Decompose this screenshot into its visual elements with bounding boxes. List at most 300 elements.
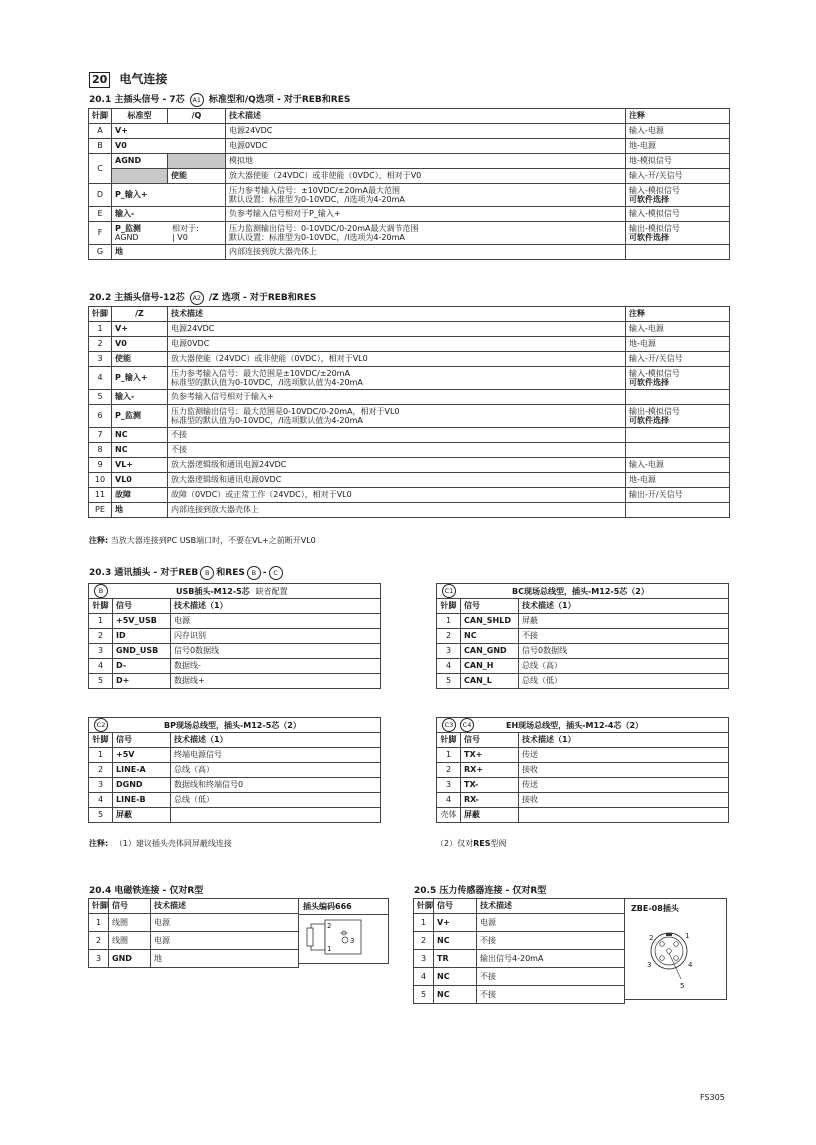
desc-cell: 负参考输入信号相对于输入+ [168,390,626,405]
diagram-label: 2 [327,922,332,930]
section-heading [89,68,167,88]
table-row [89,748,381,763]
pin-cell: 5 [89,808,113,823]
desc-cell: 内部连接到放大器壳体上 [168,503,626,518]
col-header: 信号 [434,899,477,914]
pin-cell: 4 [414,968,434,986]
table-header-row [89,899,299,914]
pin-cell: 2 [414,932,434,950]
note-cell [626,245,730,260]
note-cell: 输出-开/关信号 [626,488,730,503]
cell-line: 压力参考输入信号：最大范围是±10VDC/±20mA [171,368,350,378]
pin-cell: 4 [437,793,461,808]
desc-cell: 不接 [477,986,625,1004]
signal-cell: TX- [461,778,519,793]
signal-cell: VL0 [112,473,168,488]
signal-cell: 输入- [112,207,226,222]
note-cell: 输入-电源 [626,458,730,473]
signal-cell: 输入- [112,390,168,405]
signal-line: AGND [115,233,139,242]
signal-cell: 屏蔽 [113,808,171,823]
table-row [414,950,625,968]
col-header: 信号 [113,733,171,748]
connector-666-box [298,898,389,964]
badge-b: B [247,566,261,580]
table-usb [88,583,381,689]
table-row [89,932,299,950]
col-header: /Q [168,109,226,124]
solenoid-connector-diagram [299,916,388,962]
signal-cell: LINE-B [113,793,171,808]
note-cell: 地-模拟信号 [626,154,730,169]
table-20-2 [88,306,730,518]
heading-text: 20.5 压力传感器连接 - 仅对R型 [414,886,547,896]
note-cell: 地-电源 [626,473,730,488]
table-row [414,968,625,986]
cell-line: 可软件选择 [629,378,669,387]
cell-line: 标准型的默认值为0-10VDC，/I选项默认值为4-20mA [171,416,363,425]
badge-c2: C2 [94,718,108,732]
table-row [89,503,730,518]
desc-cell: 传送 [519,778,729,793]
table-row [437,748,729,763]
heading-text: 20.3 通讯插头 - 对于REB [89,568,199,578]
note-line: 可软件选择 [629,233,669,242]
pin-cell: G [89,245,112,260]
table-eh [436,717,729,823]
signal-cell: DGND [113,778,171,793]
col-header: 标准型 [112,109,168,124]
desc-cell: 地 [151,950,299,968]
desc-cell: 总线（高） [519,659,729,674]
table-title-row [89,584,381,599]
table-row [89,428,730,443]
table-row [89,207,730,222]
pin-cell: 1 [437,614,461,629]
desc-cell: 数据线+ [171,674,381,689]
table-row [89,367,730,390]
col-header: 针脚 [89,109,112,124]
pin-cell: 5 [437,674,461,689]
signal-cell: P_输入+ [112,367,168,390]
connector-inner [655,937,683,965]
cell-line: 标准型的默认值为0-10VDC，/I选项默认值为4-20mA [171,378,363,387]
footnote-20-2 [89,535,316,546]
table-header-row [89,109,730,124]
pin-cell: 5 [89,674,113,689]
table-title: BP现场总线型，插头-M12-5芯（2） [164,720,301,730]
note-label: 注释: [89,839,109,848]
pin-cell: 1 [89,914,109,932]
signal-cell: 线圈 [109,932,151,950]
note-cell: 地-电源 [626,139,730,154]
desc-cell [519,808,729,823]
desc-cell: 终端电源信号 [171,748,381,763]
table-header-row [437,599,729,614]
signal-cell: +5V_USB [113,614,171,629]
pin-cell: C [89,154,112,184]
cell-line: 压力监测输出信号：最大范围是0-10VDC/0-20mA，相对于VL0 [171,406,400,416]
desc-cell: 电源 [151,932,299,950]
note-1 [89,838,232,849]
heading-dash: - [262,568,267,578]
table-row [89,629,381,644]
signal-cell: LINE-A [113,763,171,778]
pin-cell: 1 [414,914,434,932]
desc-cell: 不接 [168,443,626,458]
signal-cell: CAN_L [461,674,519,689]
pin-cell: 3 [89,950,109,968]
pin-cell: D [89,184,112,207]
signal-cell: 故障 [112,488,168,503]
diagram-label: 2 [649,934,654,942]
table-row [437,614,729,629]
zbe-08-box [624,898,727,1000]
note-line: 可软件选择 [629,195,669,204]
note-cell [626,503,730,518]
desc-line: 压力监测输出信号：0-10VDC/0-20mA最大调节范围 [229,223,419,233]
table-row [414,932,625,950]
col-header: 针脚 [89,307,112,322]
signal-cell: RX- [461,793,519,808]
desc-cell: 传送 [519,748,729,763]
col-header: 信号 [109,899,151,914]
heading-text: 20.4 电磁铁连接 - 仅对R型 [89,886,204,896]
pin-cell: 1 [89,322,112,337]
signal-cell: +5V [113,748,171,763]
diagram-label: 1 [327,945,332,953]
table-row [414,986,625,1004]
col-header: 注释 [626,109,730,124]
desc-cell: 电源 [171,614,381,629]
signal-cell: NC [434,986,477,1004]
badge-b: B [200,566,214,580]
note-cell [626,367,730,390]
pin-cell: 1 [89,614,113,629]
pin-cell: 11 [89,488,112,503]
signal-cell: 使能 [112,352,168,367]
signal-cell: V+ [112,124,226,139]
note-line: 输出-模拟信号 [629,223,680,233]
heading-tail: 标准型和/Q选项 - 对于REB和RES [208,95,351,105]
diagram-label: 5 [680,982,685,990]
table-bc [436,583,729,689]
pin-cell: 4 [437,659,461,674]
note-cell: 输入-开/关信号 [626,352,730,367]
col-header: 技术描述（1） [171,733,381,748]
pin-cell: 2 [437,763,461,778]
pin-cell: 3 [414,950,434,968]
desc-cell [168,367,626,390]
pin-cell: 3 [437,644,461,659]
col-header: 注释 [626,307,730,322]
signal-cell: 地 [112,503,168,518]
pin-cell: 3 [437,778,461,793]
diagram-label: 1 [685,932,690,940]
heading-20-3 [89,565,285,580]
table-row [89,778,381,793]
note-2 [436,838,506,849]
heading-tail: /Z 选项 - 对于REB和RES [208,293,317,303]
cell-line: 可软件选择 [629,416,669,425]
table-row [89,763,381,778]
signal-cell: 使能 [168,169,226,184]
connector-nub [307,928,313,946]
badge-c4: C4 [460,718,474,732]
col-header: 技术描述 [226,109,626,124]
desc-cell: 放大器逻辑级和通讯电源0VDC [168,473,626,488]
table-header-row [437,733,729,748]
heading-mid: 和RES [216,568,245,578]
table-title-cell [89,584,381,599]
col-header: 信号 [113,599,171,614]
connector-title: 插头编码666 [299,899,388,915]
desc-cell: 总线（低） [519,674,729,689]
desc-line: 默认设置：标准型为0-10VDC，/I选项为4-20mA [229,233,405,242]
table-title-cell [89,718,381,733]
signal-line: P_监测 [115,223,141,233]
note-cell [626,222,730,245]
table-row [414,914,625,932]
gray-cell [168,154,226,169]
pin-cell: 4 [89,659,113,674]
table-row [437,778,729,793]
col-header: 技术描述（1） [171,599,381,614]
table-row [89,950,299,968]
note-cell: 输入-电源 [626,124,730,139]
pin-cell: 2 [89,629,113,644]
signal-cell: CAN_GND [461,644,519,659]
desc-cell: 闪存识别 [171,629,381,644]
col-header: 技术描述（1） [519,733,729,748]
desc-cell: 故障（0VDC）或正常工作（24VDC），相对于VL0 [168,488,626,503]
connector-title: ZBE-08插头 [631,904,679,913]
pin-cell: 2 [89,337,112,352]
signal-cell: 线圈 [109,914,151,932]
desc-cell: 放大器使能（24VDC）或非使能（0VDC），相对于VL0 [168,352,626,367]
pin-cell: E [89,207,112,222]
note-cell: 输入-模拟信号 [626,207,730,222]
desc-cell: 电源24VDC [226,124,626,139]
table-row [89,808,381,823]
col-header: 针脚 [437,733,461,748]
col-header: 针脚 [437,599,461,614]
desc-cell: 模拟地 [226,154,626,169]
table-20-5 [413,898,625,1004]
table-row [89,124,730,139]
table-title: USB插头-M12-5芯 [176,586,250,596]
desc-cell: 不接 [519,629,729,644]
col-header: 技术描述 [151,899,299,914]
signal-cell: V+ [112,322,168,337]
badge-b: B [94,584,108,598]
col-header: 技术描述（1） [519,599,729,614]
table-row [89,245,730,260]
table-bp [88,717,381,823]
table-row [89,793,381,808]
pin-cell: 10 [89,473,112,488]
note-cell [626,405,730,428]
table-row [437,629,729,644]
desc-line: 压力参考输入信号：±10VDC/±20mA最大范围 [229,185,400,195]
pin-cell: 5 [414,986,434,1004]
desc-cell: 不接 [168,428,626,443]
table-row [89,644,381,659]
pin-cell: 7 [89,428,112,443]
note-cell [626,443,730,458]
table-row [89,184,730,207]
pin-cell: 3 [89,778,113,793]
signal-cell: AGND [112,154,168,169]
pin-cell: 5 [89,390,112,405]
pin-cell: 4 [89,367,112,390]
note-cell [626,428,730,443]
table-row [89,139,730,154]
table-header-row [89,307,730,322]
desc-cell: 输出信号4-20mA [477,950,625,968]
signal-cell: V0 [112,139,226,154]
desc-cell: 电源 [151,914,299,932]
desc-cell: 数据线和终端信号0 [171,778,381,793]
desc-cell: 数据线- [171,659,381,674]
badge-a1: A1 [190,93,204,107]
pin-cell: 1 [437,748,461,763]
desc-cell: 屏蔽 [519,614,729,629]
heading-text: 20.2 主插头信号-12芯 [89,293,185,303]
pin-3 [660,956,665,961]
signal-cell: D+ [113,674,171,689]
signal-cell: V0 [112,337,168,352]
note-cell [626,390,730,405]
col-header: 针脚 [89,899,109,914]
note-cell: 输入-电源 [626,322,730,337]
table-title-cell [437,718,729,733]
pin-cell: 4 [89,793,113,808]
table-title-row [437,584,729,599]
desc-cell: 负参考输入信号相对于P_输入+ [226,207,626,222]
pressure-connector-diagram [625,919,726,999]
pin-4 [674,956,679,961]
desc-cell [168,405,626,428]
table-title: BC现场总线型，插头-M12-5芯（2） [512,586,649,596]
col-header: /Z [112,307,168,322]
table-header-row [414,899,625,914]
table-row [437,644,729,659]
pin-2 [660,942,665,947]
pin-cell: 壳体 [437,808,461,823]
table-title: EH现场总线型，插头-M12-4芯（2） [506,720,644,730]
col-header: 技术描述 [168,307,626,322]
cell-line: 输出-模拟信号 [629,406,680,416]
heading-20-2 [89,290,316,305]
table-20-1 [88,108,730,260]
pin-cell: 1 [89,748,113,763]
table-row [437,659,729,674]
table-row [89,443,730,458]
diagram-label: 3 [647,961,652,969]
pin-1 [674,942,679,947]
pin-cell: 6 [89,405,112,428]
desc-cell: 电源 [477,914,625,932]
pin-cell: 3 [89,352,112,367]
table-row [89,614,381,629]
signal-cell: V+ [434,914,477,932]
desc-cell [171,808,381,823]
signal-cell: TX+ [461,748,519,763]
table-row [89,473,730,488]
table-row [89,222,730,245]
signal-cell: P_输入+ [112,184,226,207]
badge-a2: A2 [190,291,204,305]
signal-cell: NC [112,428,168,443]
desc-cell: 总线（低） [171,793,381,808]
gray-cell [112,169,168,184]
desc-cell: 总线（高） [171,763,381,778]
pin-cell: 2 [89,763,113,778]
table-row [89,914,299,932]
desc-cell [226,184,626,207]
badge-c1: C1 [442,584,456,598]
desc-cell: 电源0VDC [168,337,626,352]
table-row [89,674,381,689]
col-header: 针脚 [89,733,113,748]
table-row [89,405,730,428]
signal-cell: NC [434,932,477,950]
desc-cell: 信号0数据线 [519,644,729,659]
desc-cell: 不接 [477,968,625,986]
pin-cell: 8 [89,443,112,458]
heading-20-4 [89,883,203,896]
section-title: 电气连接 [119,72,168,86]
table-title-note: 缺省配置 [255,586,288,596]
desc-cell: 接收 [519,763,729,778]
section-number: 20 [89,72,110,88]
heading-20-5 [414,883,546,896]
desc-cell: 不接 [477,932,625,950]
pin-cell: 2 [437,629,461,644]
badge-c: C [269,566,283,580]
heading-20-1 [89,92,350,107]
page-code: FS305 [700,1093,725,1102]
table-row [89,659,381,674]
signal-cell: NC [461,629,519,644]
table-row [89,390,730,405]
cell-line: 输入-模拟信号 [629,368,680,378]
table-row [89,337,730,352]
note-cell: 地-电源 [626,337,730,352]
signal-cell: VL+ [112,458,168,473]
q-line: 相对于: [172,223,199,233]
signal-cell: CAN_SHLD [461,614,519,629]
col-header: 信号 [461,733,519,748]
desc-cell: 电源24VDC [168,322,626,337]
note-bold: RES [473,839,491,848]
signal-cell: CAN_H [461,659,519,674]
table-header-row [89,599,381,614]
pin-cell: PE [89,503,112,518]
note-text: 型阀 [490,839,507,848]
diagram-label: 3 [350,937,355,945]
signal-cell: D- [113,659,171,674]
pin-cell: 9 [89,458,112,473]
q-line: | V0 [172,233,188,242]
table-row [89,352,730,367]
signal-cell: P_监测 [112,405,168,428]
desc-line: 默认设置：标准型为0-10VDC，/I选项为4-20mA [229,195,405,204]
pin-5 [667,949,672,954]
signal-cell: RX+ [461,763,519,778]
pin-cell: B [89,139,112,154]
